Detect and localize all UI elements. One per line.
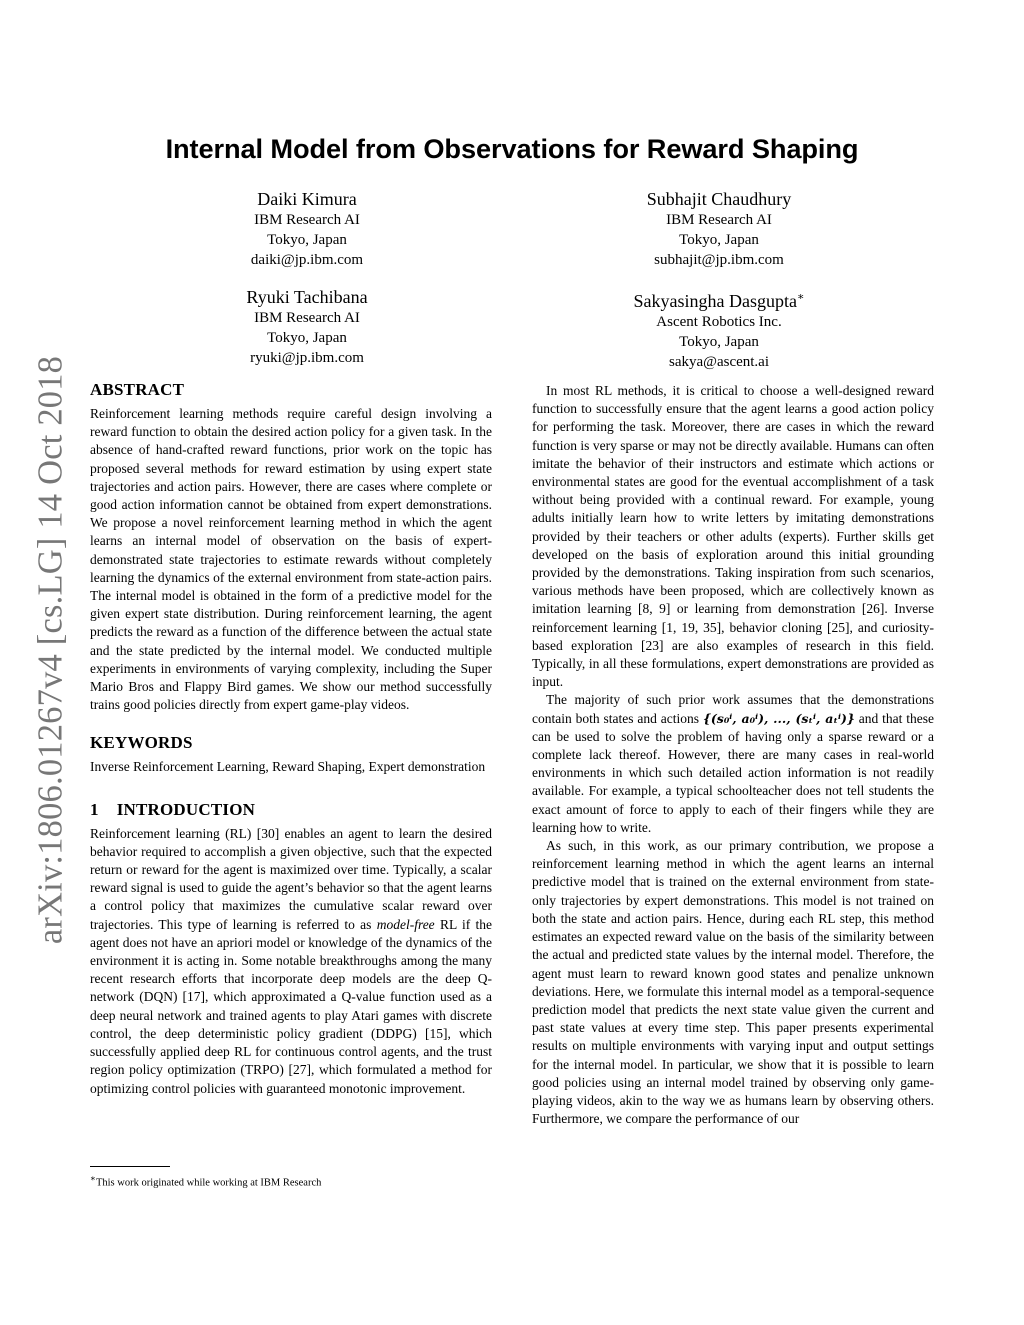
author-location: Tokyo, Japan	[267, 330, 347, 347]
footnote-mark: ∗	[90, 1173, 96, 1183]
author-name: Subhajit Chaudhury	[646, 189, 792, 209]
intro-paragraph-3	[532, 691, 934, 837]
keywords-text: Inverse Reinforcement Learning, Reward Shaping, Expert demonstration	[90, 759, 486, 775]
arxiv-identifier	[26, 355, 76, 945]
author-affiliation: IBM Research AI	[254, 310, 360, 326]
author-affiliation: Ascent Robotics Inc.	[656, 314, 782, 330]
footnote-divider	[90, 1166, 170, 1167]
abstract-heading: ABSTRACT	[90, 380, 185, 399]
intro-p3-text-cont: and that these can be used to solve the problem of having only a sparse reward or a complete lack thereof. However, there are many cases in real-world environments in which such detailed action information is not readily available. For example, a typical schoolteacher does not tell students the exact amount of force to apply to each of their fingers while they are learning how to write.	[532, 710, 935, 835]
author-block	[569, 188, 869, 271]
author-block	[157, 286, 457, 369]
section-title: INTRODUCTION	[116, 799, 256, 819]
paper-title: Internal Model from Observations for Reward Shaping	[165, 133, 859, 164]
footnote-text: This work originated while working at IBM Research	[95, 1177, 322, 1189]
arxiv-identifier-text: arXiv:1806.01267v4 [cs.LG] 14 Oct 2018	[31, 355, 70, 945]
right-column	[532, 382, 934, 1128]
intro-paragraph-4: As such, in this work, as our primary contribution, we propose a reinforcement learning method in which the agent learns an internal predictive model that is trained on the external environment from state-only trajectories by expert demonstrations. This model is not trained on both the state and action pairs. Hence, during each RL step, this method estimates an expected reward value on the basis of the similarity between the actual and predicted state values by the internal model. Therefore, the agent must learn to reward known good states and penalize unknown deviations. Here, we formulate this internal model as a temporal-sequence prediction model that predicts the next state value given the current and past state values at every time step. This paper presents experimental results on multiple environments with varying input and output settings for the internal model. In particular, we show that it is possible to learn good policies using an internal model trained by observing only game-playing videos, akin to the way we as humans learn by observing others. Furthermore, we compare the performance of our	[532, 838, 934, 1127]
author-location: Tokyo, Japan	[267, 232, 347, 249]
author-email: ryuki@jp.ibm.com	[250, 350, 364, 367]
keywords-heading: KEYWORDS	[90, 733, 193, 753]
trajectory-formula: {(s₀ⁱ, a₀ⁱ), ..., (sₜⁱ, aₜⁱ)}	[702, 710, 855, 726]
intro-paragraph-2: In most RL methods, it is critical to choose a well-designed reward function to successfully ensure that the agent learns a good action policy for performing the task. Moreover, there are cases in which the reward function is very sparse or may not be directly available. Humans can often imitate the behavior of their instructors and estimate which actions or environmental states are good for the eventual accomplishment of a task without being provided with a continual reward. For example, young adults initially learn how to write letters by imitating demonstrations provided by their teachers or other adults (experts). Further skills get developed on the basis of exploration around this initial grounding provided by the demonstrations. Taking inspiration from such scenarios, various methods have been proposed, which are collectively known as imitation learning [8, 9] or learning from demonstration [26]. Inverse reinforcement learning [1, 19, 35], behavior cloning [25], and curiosity-based exploration [23] are also examples of research in this field. Typically, in all these formulations, expert demonstrations are provided as input.	[532, 383, 934, 690]
author-location: Tokyo, Japan	[679, 334, 759, 351]
author-name: Daiki Kimura	[257, 189, 357, 209]
intro-p1-text: Reinforcement learning (RL) [30] enables an agent to learn the desired behavior required to accomplish a given objective, such that the expected return or reward for the agent is maximized over time. Typically, a scalar reward signal is used to guide the agent’s behavior so that the agent learns a control policy that maximizes the cumulative scalar reward over trajectories. This type of learning is referred to as	[90, 825, 492, 932]
author-block	[569, 286, 869, 373]
introduction-heading	[90, 799, 492, 821]
author-affiliation: IBM Research AI	[666, 212, 772, 228]
author-email: subhajit@jp.ibm.com	[654, 252, 784, 269]
abstract-text: Reinforcement learning methods require careful design involving a reward function to obtain the desired action policy for a given task. In the absence of hand-crafted reward functions, prior work on the topic has proposed several methods for reward estimation by using expert state trajectories and action pairs. However, there are cases where complete or good action information cannot be obtained from expert demonstrations. We propose a novel reinforcement learning method in which the agent learns an internal model of observation on the basis of expert-demonstrated state trajectories to estimate rewards without completely learning the dynamics of the external environment from state-action pairs. The internal model is obtained in the form of a predictive model for the given expert state distribution. During reinforcement learning, the agent predicts the reward as a function of the difference between the actual state and the state predicted by the internal model. We conducted multiple experiments in environments of varying complexity, including the Super Mario Bros and Flappy Bird games. We show our method successfully trains good policies directly from expert game-play videos.	[90, 406, 492, 713]
intro-p1-emphasis: model-free	[376, 916, 435, 932]
intro-p3-text: The majority of such prior work assumes that the demonstrations contain both states and actions	[532, 692, 934, 726]
author-affiliation: IBM Research AI	[254, 212, 360, 228]
footnote	[90, 1171, 492, 1191]
section-number: 1	[90, 799, 99, 819]
left-column	[90, 379, 492, 1098]
author-block	[157, 188, 457, 271]
author-name-text: Sakyasingha Dasgupta	[633, 291, 797, 311]
author-location: Tokyo, Japan	[679, 232, 759, 249]
author-email: sakya@ascent.ai	[668, 354, 770, 371]
author-email: daiki@jp.ibm.com	[250, 252, 364, 269]
author-name	[569, 286, 869, 312]
intro-paragraph-1	[90, 825, 492, 1098]
author-footnote-mark: ∗	[796, 291, 805, 303]
author-name: Ryuki Tachibana	[246, 287, 368, 307]
intro-p1-text-cont: RL if the agent does not have an apriori model or knowledge of the dynamics of the environment it is acting in. Some notable breakthroughs among the many recent research efforts that incorporate deep models are the deep Q-network (DQN) [17], which approximated a Q-value function used as a deep neural network and trained agents to play Atari games with discrete control, the deep deterministic policy gradient (DDPG) [15], which successfully applied deep RL for continuous control agents, and the trust region policy optimization (TRPO) [27], which formulated a method for optimizing control policies with guaranteed monotonic improvement.	[90, 916, 492, 1096]
